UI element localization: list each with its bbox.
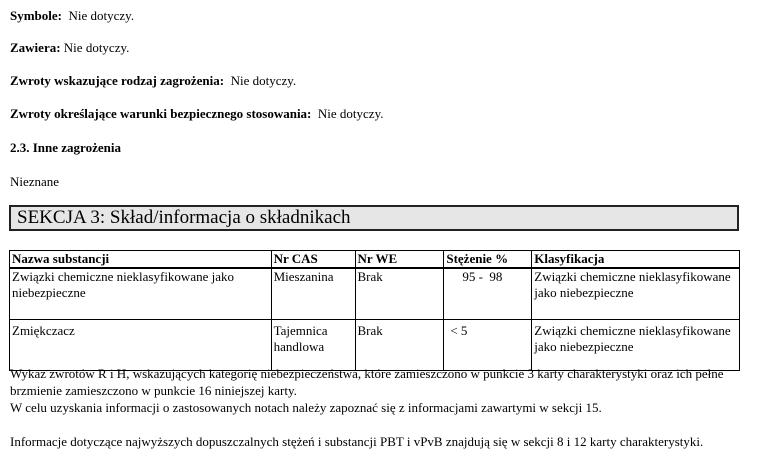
header-cas: Nr CAS bbox=[271, 251, 355, 269]
other-hazards-heading-text: 2.3. Inne zagrożenia bbox=[10, 140, 121, 155]
hazard-phrases-value: Nie dotyczy. bbox=[230, 73, 297, 88]
note-r-h-phrases: Wykaz zwrotów R i H, wskazujących kategorię niebezpieczeństwa, które zamieszczono w punkcie 3 karty charakterystyki oraz ich pełne brzmienie zamieszczono w punkcie 16 niniejszej karty. bbox=[10, 366, 724, 398]
safety-phrases-line bbox=[10, 106, 383, 122]
table-header-row bbox=[10, 251, 740, 269]
contains-value: Nie dotyczy. bbox=[63, 40, 130, 55]
cell-we: Brak bbox=[355, 268, 444, 319]
table-row bbox=[10, 319, 740, 370]
other-hazards-heading bbox=[10, 140, 121, 156]
contains-line bbox=[10, 40, 129, 56]
composition-table bbox=[9, 250, 740, 371]
other-hazards-value: Nieznane bbox=[10, 174, 60, 189]
hazard-phrases-label: Zwroty wskazujące rodzaj zagrożenia: bbox=[10, 73, 225, 88]
cell-classification: Związki chemiczne nieklasyfikowane jako niebezpieczne bbox=[532, 268, 740, 319]
contains-label: Zawiera: bbox=[10, 40, 61, 55]
cell-cas: Tajemnica handlowa bbox=[271, 319, 355, 370]
cell-classification: Związki chemiczne nieklasyfikowane jako niebezpieczne bbox=[532, 319, 740, 370]
cell-substance-name: Zmiękczacz bbox=[10, 319, 272, 370]
cell-substance-name: Związki chemiczne nieklasyfikowane jako niebezpieczne bbox=[10, 268, 272, 319]
cell-concentration: < 5 bbox=[444, 319, 532, 370]
note-section-15: W celu uzyskania informacji o zastosowanych notach należy zapoznać się z informacjami zawartymi w sekcji 15. bbox=[10, 400, 602, 415]
safety-phrases-value: Nie dotyczy. bbox=[317, 106, 384, 121]
section-3-heading: SEKCJA 3: Skład/informacja o składnikach bbox=[9, 205, 739, 231]
header-concentration: Stężenie % bbox=[444, 251, 532, 269]
cell-concentration: 95 - 98 bbox=[444, 268, 532, 319]
symbols-line bbox=[10, 8, 134, 24]
cell-cas: Mieszanina bbox=[271, 268, 355, 319]
symbols-label: Symbole: bbox=[10, 8, 62, 23]
note-section-8-12: Informacje dotyczące najwyższych dopuszczalnych stężeń i substancji PBT i vPvB znajdują się w sekcji 8 i 12 karty charakterystyki. bbox=[10, 434, 704, 449]
header-classification: Klasyfikacja bbox=[532, 251, 740, 269]
table-row bbox=[10, 268, 740, 319]
hazard-phrases-line bbox=[10, 73, 296, 89]
symbols-value: Nie dotyczy. bbox=[68, 8, 135, 23]
safety-phrases-label: Zwroty określające warunki bezpiecznego stosowania: bbox=[10, 106, 312, 121]
header-substance-name: Nazwa substancji bbox=[10, 251, 272, 269]
cell-we: Brak bbox=[355, 319, 444, 370]
header-we: Nr WE bbox=[355, 251, 444, 269]
